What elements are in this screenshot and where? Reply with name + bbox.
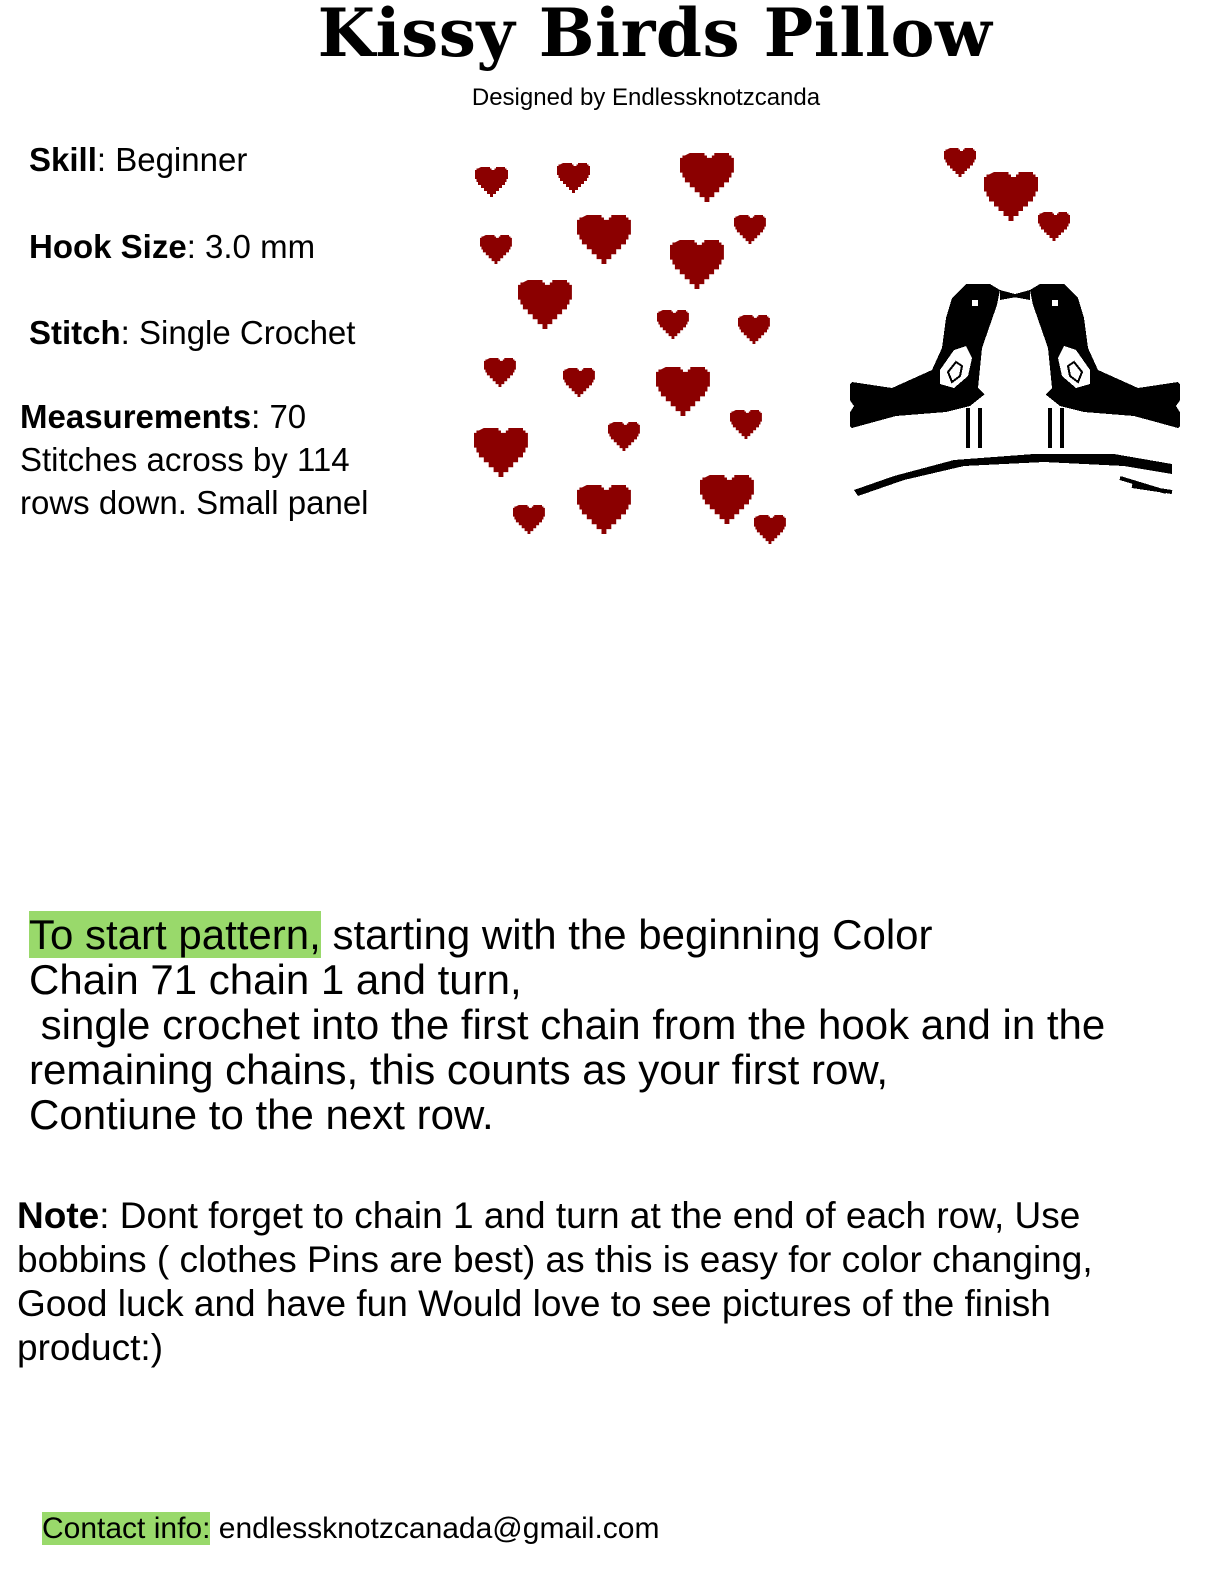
start-pattern-highlight: To start pattern, xyxy=(29,911,321,958)
skill-spec xyxy=(29,141,247,179)
kissing-birds-chart-image xyxy=(850,140,1180,500)
note-paragraph xyxy=(17,1194,1137,1370)
contact-info xyxy=(42,1512,659,1546)
contact-label: Contact info: xyxy=(42,1512,211,1545)
skill-label: Skill xyxy=(29,141,97,178)
document-title: Kissy Birds Pillow xyxy=(317,0,993,72)
measurements-spec xyxy=(20,395,400,524)
measurements-value: : 70 Stitches across by 114 rows down. Small panel xyxy=(20,398,369,521)
hearts-chart-image xyxy=(470,145,800,555)
start-line-4: Contiune to the next row. xyxy=(29,1091,494,1138)
hook-size-label: Hook Size xyxy=(29,228,187,265)
stitch-label: Stitch xyxy=(29,314,121,351)
contact-email: endlessknotzcanada@gmail.com xyxy=(210,1512,660,1545)
hook-size-spec xyxy=(29,228,315,266)
start-line-3: single crochet into the first chain from the hook and in the remaining chains, this counts as your first row, xyxy=(29,1001,1106,1093)
start-instructions xyxy=(29,912,1149,1137)
note-label: Note xyxy=(17,1195,100,1236)
measurements-label: Measurements xyxy=(20,398,252,435)
hook-size-value: : 3.0 mm xyxy=(186,228,316,265)
designer-byline: Designed by Endlessknotzcanda xyxy=(471,84,821,111)
start-line-2: Chain 71 chain 1 and turn, xyxy=(29,956,522,1003)
skill-value: : Beginner xyxy=(96,141,248,178)
stitch-spec xyxy=(29,314,355,352)
note-text: : Dont forget to chain 1 and turn at the end of each row, Use bobbins ( clothes Pins are best) as this is easy for color changing, Good luck and have fun Would love to see pictures of the finish product:) xyxy=(17,1195,1093,1368)
start-line-1: starting with the beginning Color xyxy=(320,911,933,958)
stitch-value: : Single Crochet xyxy=(120,314,356,351)
